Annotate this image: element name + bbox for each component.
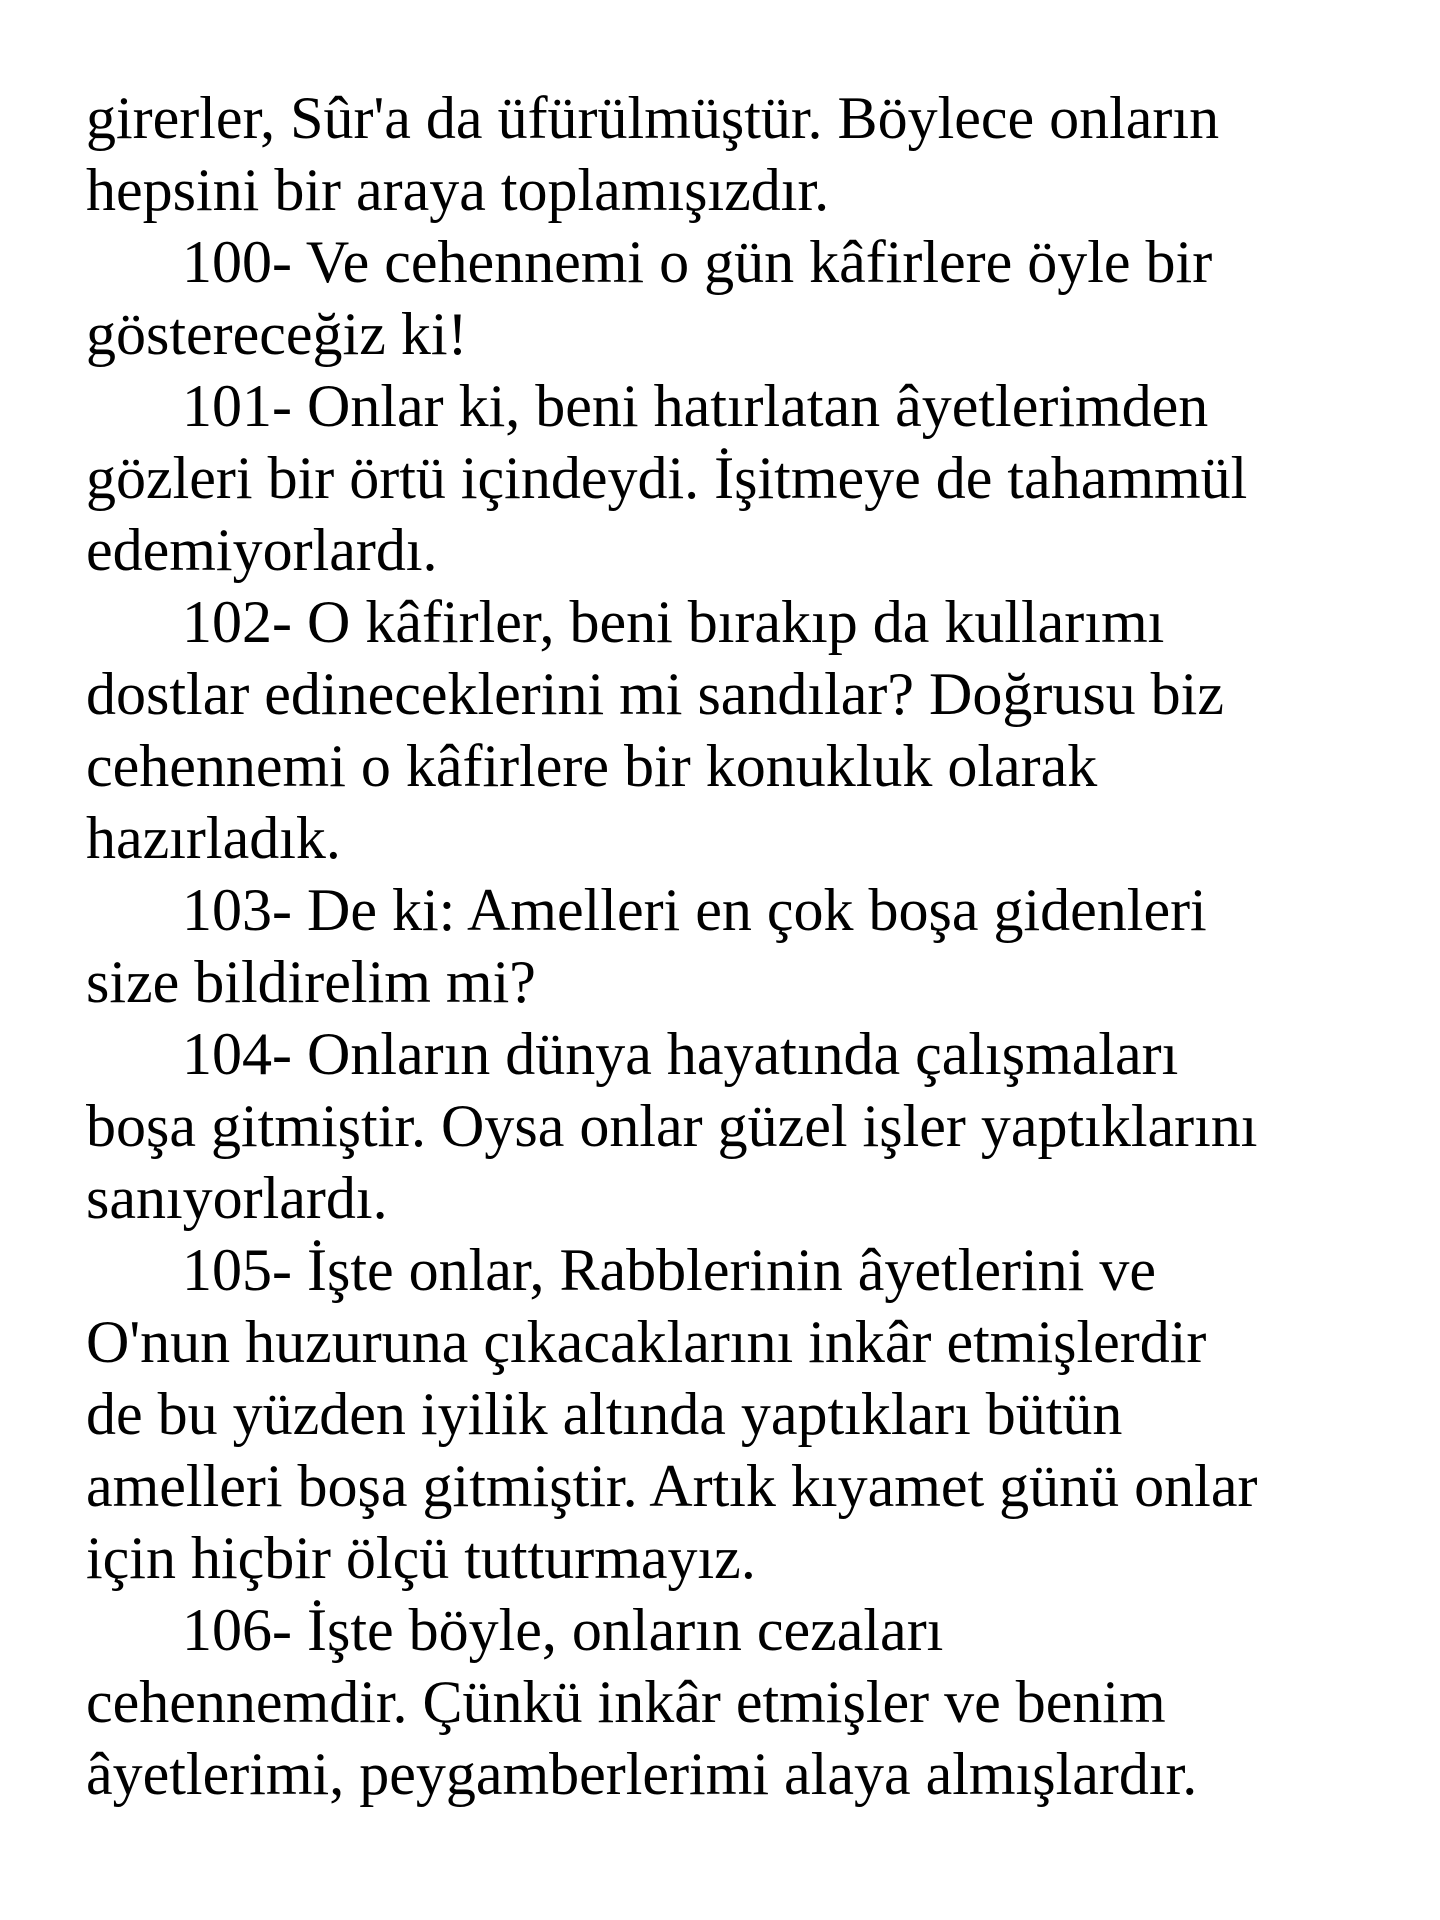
text-line: cehennemdir. Çünkü inkâr etmişler ve benim [86, 1669, 1166, 1735]
text-line: edemiyorlardı. [86, 517, 438, 583]
text-line: hepsini bir araya toplamışızdır. [86, 157, 830, 223]
verse-text: İşte böyle, onların cezaları [291, 1597, 944, 1663]
verse-number: 103- [182, 877, 292, 943]
text-line: hazırladık. [86, 805, 341, 871]
text-line [86, 370, 1386, 442]
text-line: göstereceğiz ki! [86, 301, 468, 367]
text-line [86, 1234, 1386, 1306]
text-line: cehennemi o kâfirlere bir konukluk olarak [86, 733, 1098, 799]
verse-text: Onlar ki, beni hatırlatan âyetlerimden [291, 373, 1209, 439]
verse-number: 102- [182, 589, 292, 655]
verse-103 [86, 874, 1386, 1018]
text-line [86, 1594, 1386, 1666]
verse-104 [86, 1018, 1386, 1234]
verse-106 [86, 1594, 1386, 1810]
verse-105 [86, 1234, 1386, 1594]
text-line: gözleri bir örtü içindeydi. İşitmeye de tahammül [86, 445, 1248, 511]
text-line: dostlar edineceklerini mi sandılar? Doğrusu biz [86, 661, 1224, 727]
verse-text: O kâfirler, beni bırakıp da kullarımı [291, 589, 1165, 655]
verse-102 [86, 586, 1386, 874]
verse-text: Ve cehennemi o gün kâfirlere öyle bir [291, 229, 1213, 295]
text-line: O'nun huzuruna çıkacaklarını inkâr etmişlerdir [86, 1309, 1207, 1375]
text-line: girerler, Sûr'a da üfürülmüştür. Böylece onların [86, 85, 1220, 151]
text-line: amelleri boşa gitmiştir. Artık kıyamet günü onlar [86, 1453, 1258, 1519]
verse-text: De ki: Amelleri en çok boşa gidenleri [291, 877, 1207, 943]
text-line: boşa gitmiştir. Oysa onlar güzel işler yaptıklarını [86, 1093, 1258, 1159]
text-line [86, 874, 1386, 946]
verse-text: Onların dünya hayatında çalışmaları [291, 1021, 1179, 1087]
verse-number: 100- [182, 229, 292, 295]
text-line: sanıyorlardı. [86, 1165, 388, 1231]
text-line [86, 226, 1386, 298]
verse-number: 106- [182, 1597, 292, 1663]
verse-number: 105- [182, 1237, 292, 1303]
paragraph-continuation [86, 82, 1386, 226]
verse-number: 101- [182, 373, 292, 439]
verse-101 [86, 370, 1386, 586]
verse-100 [86, 226, 1386, 370]
verse-number: 104- [182, 1021, 292, 1087]
text-line: için hiçbir ölçü tutturmayız. [86, 1525, 756, 1591]
text-line: âyetlerimi, peygamberlerimi alaya almışlardır. [86, 1741, 1198, 1807]
document-page [86, 82, 1386, 1810]
verse-text: İşte onlar, Rabblerinin âyetlerini ve [291, 1237, 1156, 1303]
text-line: size bildirelim mi? [86, 949, 536, 1015]
text-line [86, 586, 1386, 658]
text-line [86, 1018, 1386, 1090]
text-line: de bu yüzden iyilik altında yaptıkları bütün [86, 1381, 1123, 1447]
